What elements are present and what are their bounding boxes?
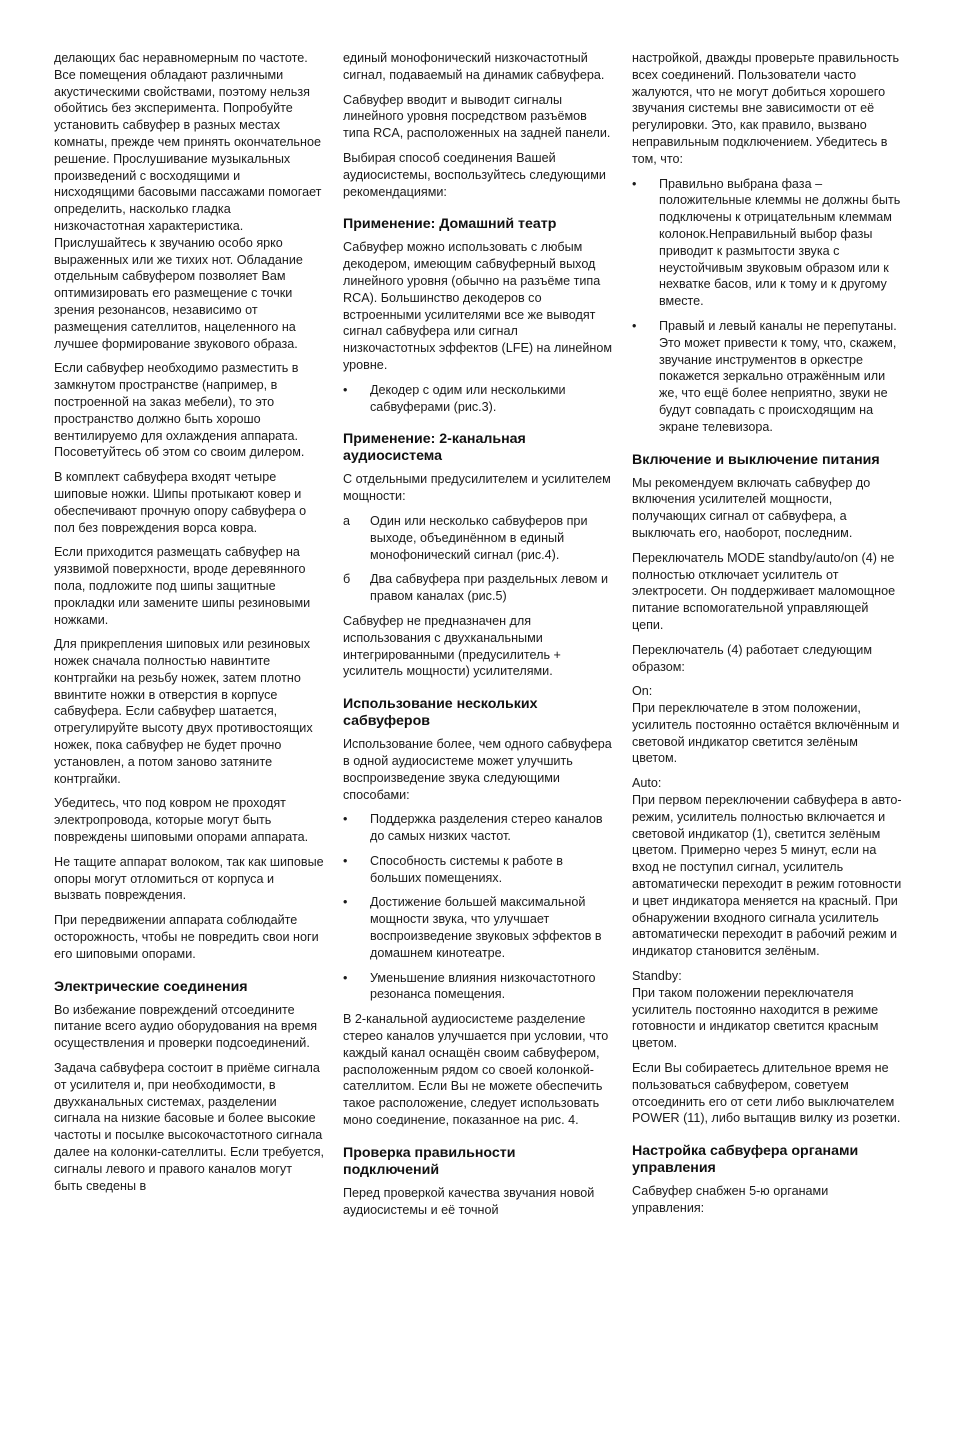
list-item bbox=[343, 811, 613, 845]
section-heading-power: Включение и выключение питания bbox=[632, 451, 880, 468]
list-item-text: Правильно выбрана фаза – положительные клеммы не должны быть подключены к отрицательным клеммам колонок.Неправильный выбор фазы приводит к размытости звука с неустойчивым звуковым образом или к нехватке басов, или к тому и к другому вместе. bbox=[659, 176, 901, 309]
bullet-list bbox=[343, 382, 613, 416]
column-1 bbox=[54, 50, 324, 1202]
mode-text: При первом переключении сабвуфера в авто-режим, усилитель полностью включается и световой индикатор (1), светится зелёным цветом. Примерно через 5 минут, если на вход не поступил сигнал, усилитель автоматически переходит в режим готовности и цвет индикатора меняется на красный. При обнаружении входного сигнала усилитель автоматически переходит в рабочий режим и индикатор становится зелёным. bbox=[632, 793, 902, 959]
bullet-list bbox=[343, 811, 613, 1003]
mode-text: При переключателе в этом положении, усилитель постоянно остаётся включённым и световой индикатор светится зелёным цветом. bbox=[632, 701, 900, 766]
paragraph: Сабвуфер не предназначен для использования с двухканальными интегрированными (предусилитель + усилитель мощности) усилителями. bbox=[343, 613, 561, 679]
paragraph: Если сабвуфер необходимо разместить в замкнутом пространстве (например, в построенной на заказ мебели), то это пространство должно быть хорошо вентилируемо для охлаждения аппарата. Посоветуйтесь об этом со своим дилером. bbox=[54, 361, 305, 460]
paragraph: Использование более, чем одного сабвуфера в одной аудиосистеме может улучшить воспроизведение звука следующими способами: bbox=[343, 737, 612, 802]
list-item-text: Декодер с одим или несколькими сабвуферами (рис.3). bbox=[370, 382, 566, 414]
paragraph: Мы рекомендуем включать сабвуфер до включения усилителей мощности, получающих сигнал от сабвуфера, а выключать его, наоборот, последним. bbox=[632, 475, 871, 540]
bullet-icon bbox=[343, 382, 347, 399]
list-item bbox=[632, 318, 902, 436]
paragraph: Если приходится размещать сабвуфер на уязвимой поверхности, вроде деревянного пола, подложите под шипы защитные прокладки или замените шипы резиновыми ножками. bbox=[54, 545, 311, 627]
paragraph: В 2-канальной аудиосистеме разделение стерео каналов улучшается при условии, что каждый канал оснащён своим сабвуфером, расположенным рядом со своей колонкой-сателлитом. Если Вы не можете обеспечить такое расположение, следует использовать моно соединение, показанное на рис. 4. bbox=[343, 1012, 609, 1128]
list-item-text: Поддержка разделения стерео каналов до самых низких частот. bbox=[370, 812, 603, 844]
mode-on-description bbox=[632, 683, 902, 767]
paragraph: Убедитесь, что под ковром не проходят электропровода, которые могут быть повреждены шиповыми опорами аппарата. bbox=[54, 796, 309, 845]
mode-auto-description bbox=[632, 775, 902, 960]
paragraph: Переключатель MODE standby/auto/on (4) не полностью отключает усилитель от электросети. Он поддерживает маломощное питание вспомогательной управляющей цепи. bbox=[632, 550, 896, 632]
list-item bbox=[343, 853, 613, 887]
mode-label: Standby: bbox=[632, 969, 682, 984]
paragraph: Сабвуфер снабжен 5-ю органами управления: bbox=[632, 1184, 829, 1216]
column-3 bbox=[632, 50, 902, 1225]
list-item-text: Уменьшение влияния низкочастотного резонанса помещения. bbox=[370, 970, 596, 1002]
list-item bbox=[343, 970, 613, 1004]
bullet-icon bbox=[343, 811, 347, 828]
paragraph: Во избежание повреждений отсоедините питание всего аудио оборудования на время осуществления и проверки подсоединений. bbox=[54, 1002, 318, 1051]
bullet-list bbox=[632, 176, 902, 436]
list-item bbox=[343, 571, 613, 605]
bullet-icon bbox=[343, 970, 347, 987]
paragraph: единый монофонический низкочастотный сигнал, подаваемый на динамик сабвуфера. bbox=[343, 51, 605, 82]
paragraph: Переключатель (4) работает следующим образом: bbox=[632, 642, 872, 674]
paragraph: С отдельными предусилителем и усилителем мощности: bbox=[343, 472, 611, 504]
paragraph: При передвижении аппарата соблюдайте осторожность, чтобы не повредить свои ноги его шиповыми опорами. bbox=[54, 913, 319, 961]
paragraph: настройкой, дважды проверьте правильность всех соединений. Пользователи часто жалуются, что не могут добиться хорошего звучания системы вне зависимости от её регулировки. Это, как правило, вызвано неправильным подключением. Убедитесь в том, что: bbox=[632, 51, 900, 166]
list-item bbox=[632, 176, 902, 310]
section-heading-electrical: Электрические соединения bbox=[54, 978, 248, 995]
column-2 bbox=[343, 50, 613, 1226]
paragraph: Задача сабвуфера состоит в приёме сигнала от усилителя и, при необходимости, в двухканальных системах, разделении сигнала на низкие басовые и более высокие частоты и посылке высокочастотного сигнала далее на колонки-сателлиты. Если требуется, сигналы левого и правого каналов могут быть сведены в bbox=[54, 1061, 325, 1193]
paragraph: Перед проверкой качества звучания новой аудиосистемы и её точной bbox=[343, 1185, 595, 1217]
paragraph: Выбирая способ соединения Вашей аудиосистемы, воспользуйтесь следующими рекомендациями: bbox=[343, 150, 606, 199]
paragraph: Сабвуфер вводит и выводит сигналы линейного уровня посредством разъёмов типа RCA, расположенных на задней панели. bbox=[343, 92, 611, 141]
bullet-icon bbox=[632, 176, 636, 193]
paragraph: Если Вы собираетесь длительное время не пользоваться сабвуфером, советуем отсоединить его от сети либо выключателем POWER (11), либо вытащив вилку из розетки. bbox=[632, 1061, 901, 1126]
section-heading-2-channel: Применение: 2-канальная аудиосистема bbox=[343, 431, 526, 465]
list-item-text: Правый и левый каналы не перепутаны. Это может привести к тому, что, скажем, звучание инструментов в оркестре покажется зеркально отражённым или же, что ещё более неприятно, звуки не будут совпадать с происходящим на экране телевизора. bbox=[659, 318, 897, 434]
lettered-list bbox=[343, 513, 613, 605]
mode-label: On: bbox=[632, 684, 653, 699]
bullet-icon bbox=[343, 853, 347, 870]
list-item bbox=[343, 894, 613, 961]
list-item bbox=[343, 382, 613, 416]
mode-label: Auto: bbox=[632, 776, 662, 791]
bullet-icon bbox=[343, 894, 347, 911]
section-heading-check-connections: Проверка правильности подключений bbox=[343, 1144, 516, 1178]
list-marker: а bbox=[343, 513, 351, 528]
paragraph: делающих бас неравномерным по частоте. Все помещения обладают различными акустическими свойствами, поэтому нельзя обойтись без эксперимента. Попробуйте установить сабвуфер в разных местах комнаты, прежде чем принять окончательное решение. Прослушивание музыкальных произведений с восходящими и нисходящими басовыми пассажами помогает определить, насколько гладка низкочастотная характеристика. Прислушайтесь к звучанию особо ярко выраженных или же тихих нот. Обладание отдельным сабвуфером позволяет Вам оптимизировать его размещение с точки зрения резонансов, независимо от размещения сателлитов, нацеленного на лучшее формирование звукового образа. bbox=[54, 51, 322, 351]
list-item bbox=[343, 513, 613, 563]
list-item-text: Два сабвуфера при раздельных левом и правом каналах (рис.5) bbox=[370, 572, 609, 604]
bullet-icon bbox=[632, 318, 636, 335]
section-heading-home-theater: Применение: Домашний театр bbox=[343, 216, 557, 233]
mode-standby-description bbox=[632, 968, 902, 1052]
section-heading-controls: Настройка сабвуфера органами управления bbox=[632, 1143, 859, 1177]
paragraph: Не тащите аппарат волоком, так как шиповые опоры могут отломиться от корпуса и вызвать повреждения. bbox=[54, 854, 324, 903]
paragraph: Для прикрепления шиповых или резиновых ножек сначала полностью навинтите контргайки на резьбу ножек, затем плотно ввинтите ножки в отверстия в корпусе сабвуфера. Если сабвуфер шатается, отрегулируйте высоту двух противостоящих ножек, пока сабвуфер не будет прочно установлен, а потом заново затяните контргайки. bbox=[54, 637, 313, 786]
list-marker: б bbox=[343, 572, 351, 587]
list-item-text: Достижение большей максимальной мощности звука, что улучшает воспроизведение звуковых эффектов в домашнем кинотеатре. bbox=[370, 895, 602, 960]
list-item-text: Способность системы к работе в больших помещениях. bbox=[370, 853, 563, 885]
paragraph: Сабвуфер можно использовать с любым декодером, имеющим сабвуферный выход линейного уровня (обычно на разъёме типа RCA). Большинство декодеров со встроенными усилителями все же выводят сигнал сабвуфера или сигнал низкочастотных эффектов (LFE) на линейном уровне. bbox=[343, 240, 612, 372]
paragraph: В комплект сабвуфера входят четыре шиповые ножки. Шипы протыкают ковер и обеспечивают прочную опору сабвуфера о пол без повреждения ворса ковра. bbox=[54, 470, 307, 535]
section-heading-multiple-subwoofers: Использование нескольких сабвуферов bbox=[343, 696, 538, 730]
list-item-text: Один или несколько сабвуферов при выходе, объединённом в единый монофонический сигнал (рис.4). bbox=[370, 513, 588, 562]
mode-text: При таком положении переключателя усилитель постоянно находится в режиме готовности и индикатор светится красным цветом. bbox=[632, 985, 879, 1051]
